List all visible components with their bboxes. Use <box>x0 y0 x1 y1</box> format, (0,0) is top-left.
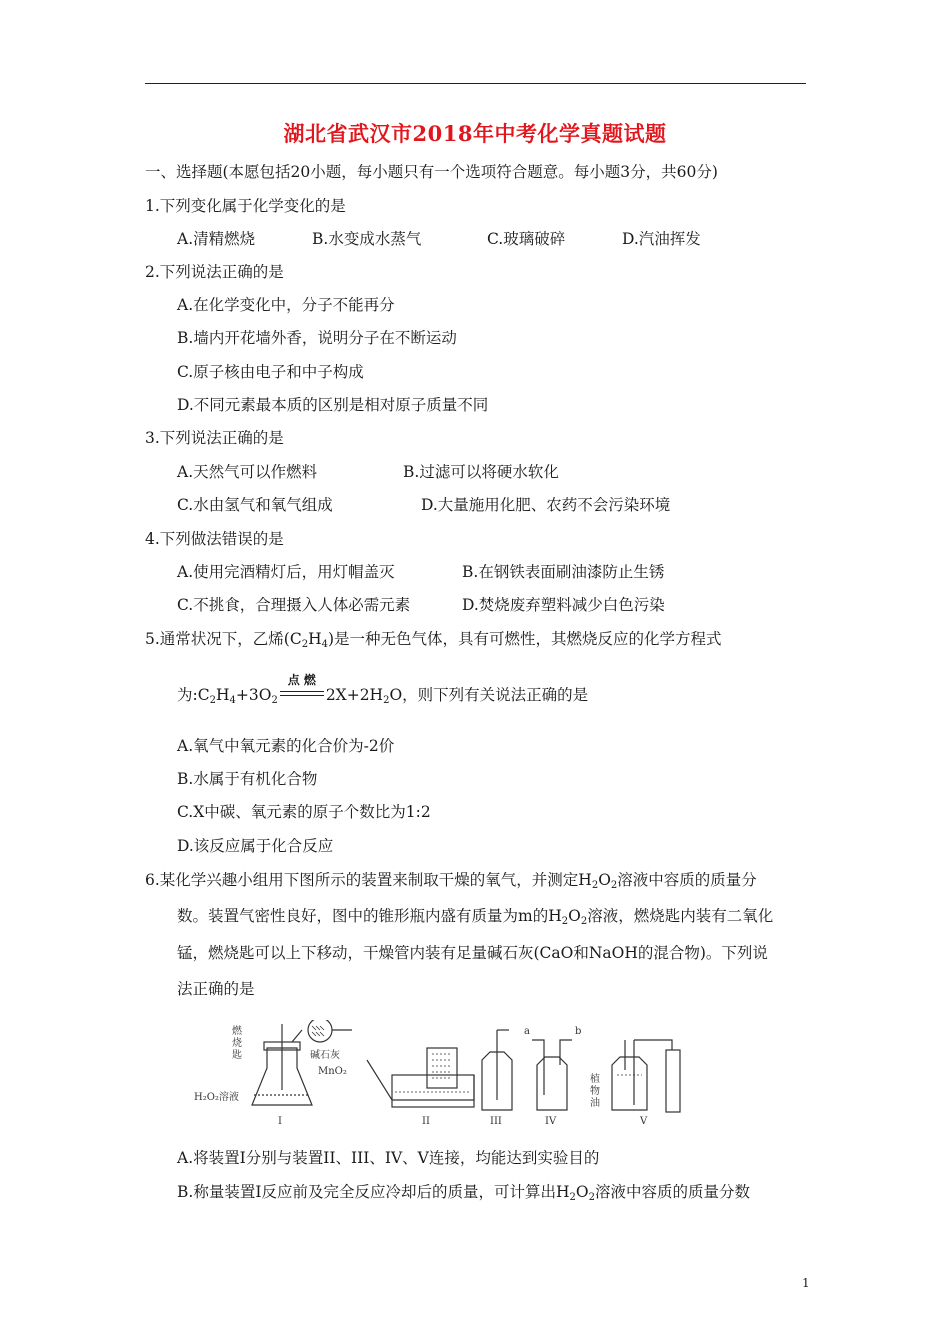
q5-eq-sub-4: 4 <box>229 695 236 706</box>
q5-sub-4: 4 <box>321 639 328 650</box>
q5-eq-sub-2a: 2 <box>209 695 216 706</box>
q6-l1a: 6.某化学兴趣小组用下图所示的装置来制取干燥的氧气，并测定H <box>145 871 592 889</box>
q3-stem: 3.下列说法正确的是 <box>145 429 284 447</box>
q1-option-c: C.玻璃破碎 <box>487 230 566 248</box>
q5-stem-b: H <box>308 630 322 648</box>
roman-1: I <box>278 1116 282 1127</box>
roman-2: II <box>422 1116 430 1127</box>
roman-4: IV <box>545 1116 557 1127</box>
q5-option-b: B.水属于有机化合物 <box>177 770 318 788</box>
q3-option-c: C.水由氢气和氧气组成 <box>177 496 333 514</box>
wash-bottle-icon <box>537 1057 567 1110</box>
device-1 <box>194 1020 352 1127</box>
q5-sub-2: 2 <box>301 639 309 650</box>
q6-sub-b: 2 <box>610 880 618 891</box>
q5-option-d: D.该反应属于化合反应 <box>177 837 334 855</box>
device-4 <box>524 1026 581 1127</box>
label-spoon-2: 烧 <box>232 1038 242 1049</box>
label-oil-3: 油 <box>590 1098 600 1109</box>
label-lime: 碱石灰 <box>310 1050 340 1061</box>
outlet-tube-icon <box>560 1040 572 1065</box>
q6-line-1 <box>145 870 757 896</box>
q5-equation <box>177 673 589 711</box>
label-h2o2: H₂O₂溶液 <box>194 1092 239 1103</box>
top-rule <box>145 83 806 84</box>
double-bar-icon <box>280 691 324 696</box>
q5-eq-mid: +3O <box>235 686 272 704</box>
label-oil-2: 物 <box>590 1086 600 1097</box>
q6-l1b: O <box>598 871 611 889</box>
delivery-tube-icon <box>367 1060 474 1100</box>
q5-eq-sub-2b: 2 <box>271 695 278 706</box>
oil-bottle-icon <box>612 1057 647 1110</box>
q3-option-d: D.大量施用化肥、农药不会污染环境 <box>421 496 671 514</box>
q6-optb-b: O <box>575 1183 589 1201</box>
q5-eq-right: 2X+2H <box>325 686 384 704</box>
q6-line-3: 锰，燃烧匙可以上下移动，干燥管内装有足量碱石灰(CaO和NaOH的混合物)。下列说 <box>177 944 768 962</box>
q5-eq-h: H <box>215 686 230 704</box>
label-a: a <box>524 1026 530 1037</box>
apparatus-figure <box>192 1020 702 1130</box>
label-b: b <box>575 1026 582 1037</box>
q6-sub-c: 2 <box>561 916 569 927</box>
q1-option-b: B.水变成水蒸气 <box>312 230 422 248</box>
q5-eq-tail: O，则下列有关说法正确的是 <box>389 686 589 704</box>
q5-option-c: C.X中碳、氧元素的原子个数比为1:2 <box>177 803 431 821</box>
q2-stem: 2.下列说法正确的是 <box>145 263 284 281</box>
reaction-condition: 点 燃 <box>287 673 316 687</box>
page-title: 湖北省武汉市2018年中考化学真题试题 <box>283 121 667 146</box>
q5-eq-sub-2c: 2 <box>383 695 390 706</box>
q6-l2b: O <box>568 907 581 925</box>
label-oil-1: 植 <box>590 1074 600 1085</box>
q4-option-a: A.使用完酒精灯后，用灯帽盖灭 <box>177 563 395 581</box>
q6-sub-a: 2 <box>591 880 599 891</box>
page-number: 1 <box>802 1276 810 1290</box>
q6-line-4: 法正确的是 <box>177 980 255 998</box>
q2-option-d: D.不同元素最本质的区别是相对原子质量不同 <box>177 396 489 414</box>
q6-option-b <box>177 1182 750 1208</box>
water-trough-icon <box>392 1075 474 1107</box>
q5-stem-a: 5.通常状况下，乙烯(C <box>145 630 302 648</box>
q4-options-row2 <box>177 595 665 615</box>
device-5 <box>590 1040 680 1127</box>
label-mno2: MnO₂ <box>318 1066 347 1077</box>
q3-option-a: A.天然气可以作燃料 <box>177 463 318 481</box>
q1-stem: 1.下列变化属于化学变化的是 <box>145 197 346 215</box>
q5-stem-c: )是一种无色气体，具有可燃性，其燃烧反应的化学方程式 <box>327 630 722 648</box>
q1-option-a: A.清精燃烧 <box>177 230 256 248</box>
device-3 <box>482 1030 512 1127</box>
q5-option-a: A.氧气中氧元素的化合价为-2价 <box>177 737 395 755</box>
q5-stem <box>145 629 722 655</box>
q4-option-b: B.在钢铁表面刷油漆防止生锈 <box>462 563 665 581</box>
device-2 <box>367 1048 474 1127</box>
reaction-arrow <box>280 673 324 706</box>
q6-l2c: 溶液，燃烧匙内装有二氧化 <box>587 907 774 925</box>
section-heading: 一、选择题(本愿包括20小题，每小题只有一个选项符合题意。每小题3分，共60分) <box>145 163 718 181</box>
q6-sub-d: 2 <box>580 916 588 927</box>
q6-l1c: 溶液中容质的质量分 <box>617 871 757 889</box>
q3-options-row1 <box>177 462 559 482</box>
q3-option-b: B.过滤可以将硬水软化 <box>403 463 559 481</box>
q6-option-a: A.将装置I分别与装置II、III、IV、V连接，均能达到实验目的 <box>177 1149 600 1167</box>
roman-5: V <box>640 1116 648 1127</box>
q4-options-row1 <box>177 562 664 582</box>
label-spoon-1: 燃 <box>232 1026 242 1037</box>
q6-line-2 <box>177 906 773 932</box>
q2-option-a: A.在化学变化中，分子不能再分 <box>177 296 395 314</box>
q1-option-d: D.汽油挥发 <box>622 230 701 248</box>
q6-optb-c: 溶液中容质的质量分数 <box>594 1183 750 1201</box>
q4-stem: 4.下列做法错误的是 <box>145 530 284 548</box>
q2-option-c: C.原子核由电子和中子构成 <box>177 363 364 381</box>
q4-option-c: C.不挑食，合理摄入人体必需元素 <box>177 596 411 614</box>
q6-optb-sub-a: 2 <box>569 1192 576 1203</box>
roman-3: III <box>490 1116 502 1127</box>
drying-tube-icon <box>308 1020 332 1042</box>
inlet-tube-icon <box>532 1040 544 1095</box>
q5-eq-prefix: 为:C <box>177 686 210 704</box>
measuring-cylinder-icon <box>666 1050 680 1112</box>
q4-option-d: D.焚烧废弃塑料减少白色污染 <box>462 596 665 614</box>
q6-optb-sub-b: 2 <box>588 1192 595 1203</box>
q3-options-row2 <box>177 495 670 515</box>
q6-l2a: 数。装置气密性良好，图中的锥形瓶内盛有质量为m的H <box>177 907 562 925</box>
q2-option-b: B.墙内开花墙外香，说明分子在不断运动 <box>177 329 457 347</box>
q6-optb-a: B.称量装置I反应前及完全反应冷却后的质量，可计算出H <box>177 1183 570 1201</box>
label-spoon-3: 匙 <box>232 1050 242 1061</box>
q1-options <box>177 229 701 249</box>
